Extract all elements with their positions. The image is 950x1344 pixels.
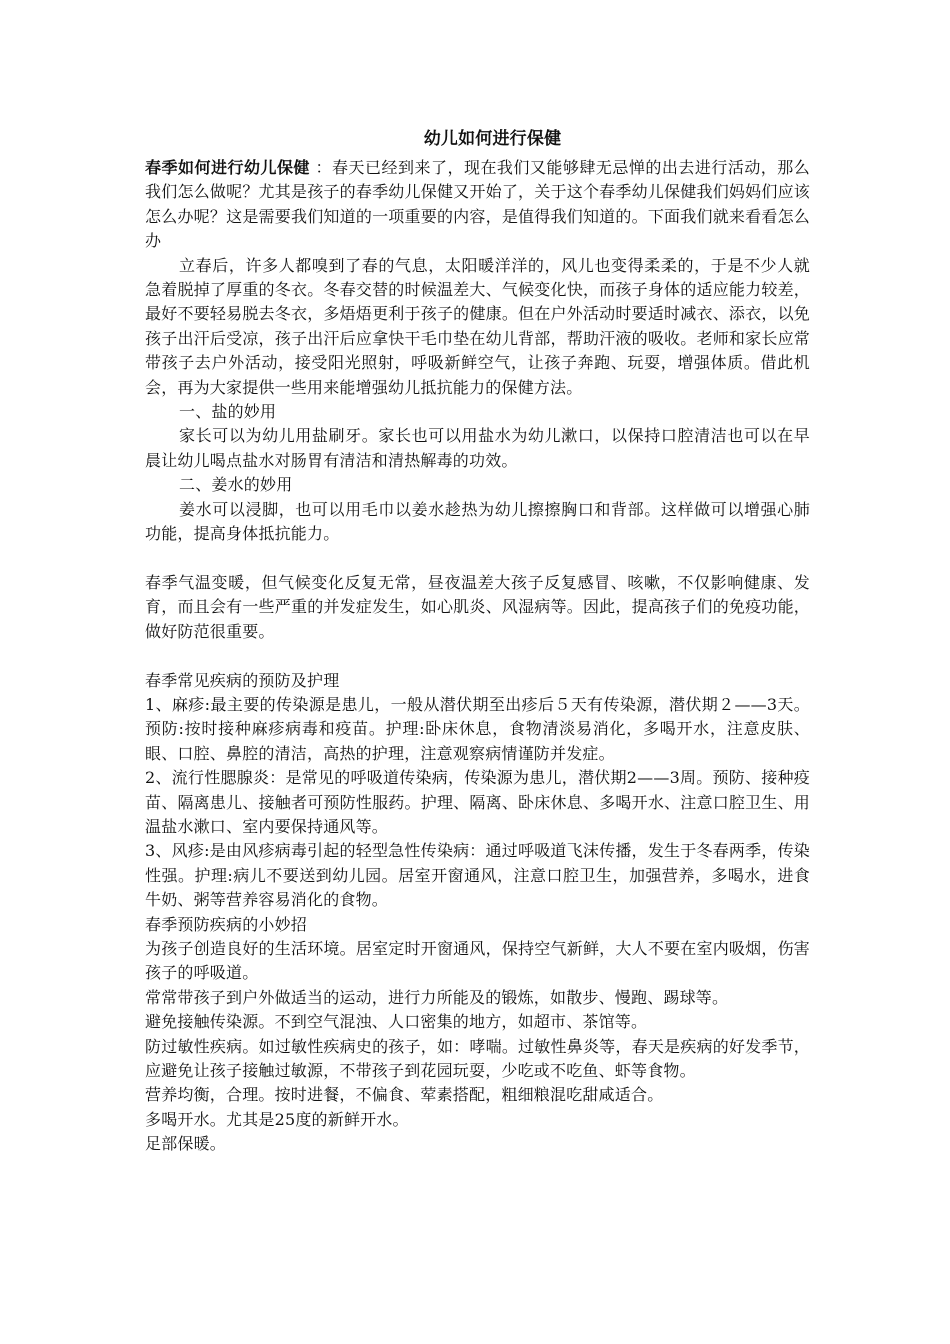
document-title: 幼儿如何进行保健	[423, 129, 562, 149]
heading-ginger: 二、姜水的妙用	[179, 475, 293, 495]
intro-lead: 春季如何进行幼儿保健	[145, 158, 310, 177]
tip-item: 防过敏性疾病。如过敏性疾病史的孩子，如：哮喘。过敏性鼻炎等，春天是疾病的好发季节，应避免让孩子接触过敏源，不带孩子到花园玩耍，少吃或不吃鱼、虾等食物。	[145, 1036, 810, 1080]
section-heading-tips: 春季预防疾病的小妙招	[145, 914, 308, 934]
tip-item: 营养均衡，合理。按时进餐，不偏食、荤素搭配，粗细粮混吃甜咸适合。	[145, 1085, 664, 1105]
spacer	[145, 547, 810, 571]
heading-salt: 一、盐的妙用	[179, 402, 277, 422]
tip-item: 避免接触传染源。不到空气混浊、人口密集的地方，如超市、茶馆等。	[145, 1012, 648, 1032]
disease-measles: 1、麻疹:最主要的传染源是患儿，一般从潜伏期至出疹后５天有传染源，潜伏期２——3天。预防:按时接种麻疹病毒和疫苗。护理:卧床休息，食物清淡易消化，多喝开水，注意皮肤、眼、口腔、鼻腔的清洁，高热的护理，注意观察病情谨防并发症。	[145, 694, 810, 763]
tip-item: 多喝开水。尤其是25度的新鲜开水。	[145, 1109, 409, 1129]
section-heading-diseases: 春季常见疾病的预防及护理	[145, 670, 340, 690]
document-body	[145, 122, 810, 1157]
spacer	[145, 644, 810, 668]
intro-paragraph	[145, 156, 810, 254]
paragraph-immunity: 春季气温变暖，但气候变化反复无常，昼夜温差大孩子反复感冒、咳嗽，不仅影响健康、发育，而且会有一些严重的并发症发生，如心肌炎、风湿病等。因此，提高孩子们的免疫功能，做好防范很重要。	[145, 572, 810, 641]
tip-item: 为孩子创造良好的生活环境。居室定时开窗通风，保持空气新鲜，大人不要在室内吸烟，伤害孩子的呼吸道。	[145, 938, 810, 983]
tip-item: 常常带孩子到户外做适当的运动，进行力所能及的锻炼，如散步、慢跑、踢球等。	[145, 987, 729, 1007]
intro-text: ：春天已经到来了，现在我们又能够肆无忌惮的出去进行活动，那么我们怎么做呢？尤其是孩子的春季幼儿保健又开始了，关于这个春季幼儿保健我们妈妈们应该怎么办呢？这是需要我们知道的一项重要的内容，是值得我们知道的。下面我们就来看看怎么办	[145, 158, 810, 251]
paragraph-ginger: 姜水可以浸脚，也可以用毛巾以姜水趁热为幼儿擦擦胸口和背部。这样做可以增强心肺功能，提高身体抵抗能力。	[145, 499, 810, 544]
paragraph-salt: 家长可以为幼儿用盐刷牙。家长也可以用盐水为幼儿漱口，以保持口腔清洁也可以在早晨让幼儿喝点盐水对肠胃有清洁和清热解毒的功效。	[145, 426, 810, 470]
disease-mumps: 2、流行性腮腺炎：是常见的呼吸道传染病，传染源为患儿，潜伏期2——3周。预防、接种疫苗、隔离患儿、接触者可预防性服药。护理、隔离、卧床休息、多喝开水、注意口腔卫生、用温盐水漱口、室内要保持通风等。	[145, 768, 810, 836]
tip-item: 足部保暖。	[145, 1134, 227, 1154]
disease-rubella: 3、风疹:是由风疹病毒引起的轻型急性传染病：通过呼吸道飞沫传播，发生于冬春两季，传染性强。护理:病儿不要送到幼儿园。居室开窗通风，注意口腔卫生，加强营养，多喝水，进食牛奶、粥等营养容易消化的食物。	[145, 841, 810, 910]
paragraph-spring: 立春后，许多人都嗅到了春的气息，太阳暖洋洋的，风儿也变得柔柔的，于是不少人就急着脱掉了厚重的冬衣。冬春交替的时候温差大、气候变化快，而孩子身体的适应能力较差，最好不要轻易脱去冬衣，多焐焐更利于孩子的健康。但在户外活动时要适时减衣、添衣，以免孩子出汗后受凉，孩子出汗后应拿快干毛巾垫在幼儿背部，帮助汗液的吸收。老师和家长应常带孩子去户外活动，接受阳光照射，呼吸新鲜空气，让孩子奔跑、玩耍，增强体质。借此机会，再为大家提供一些用来能增强幼儿抵抗能力的保健方法。	[145, 255, 810, 397]
